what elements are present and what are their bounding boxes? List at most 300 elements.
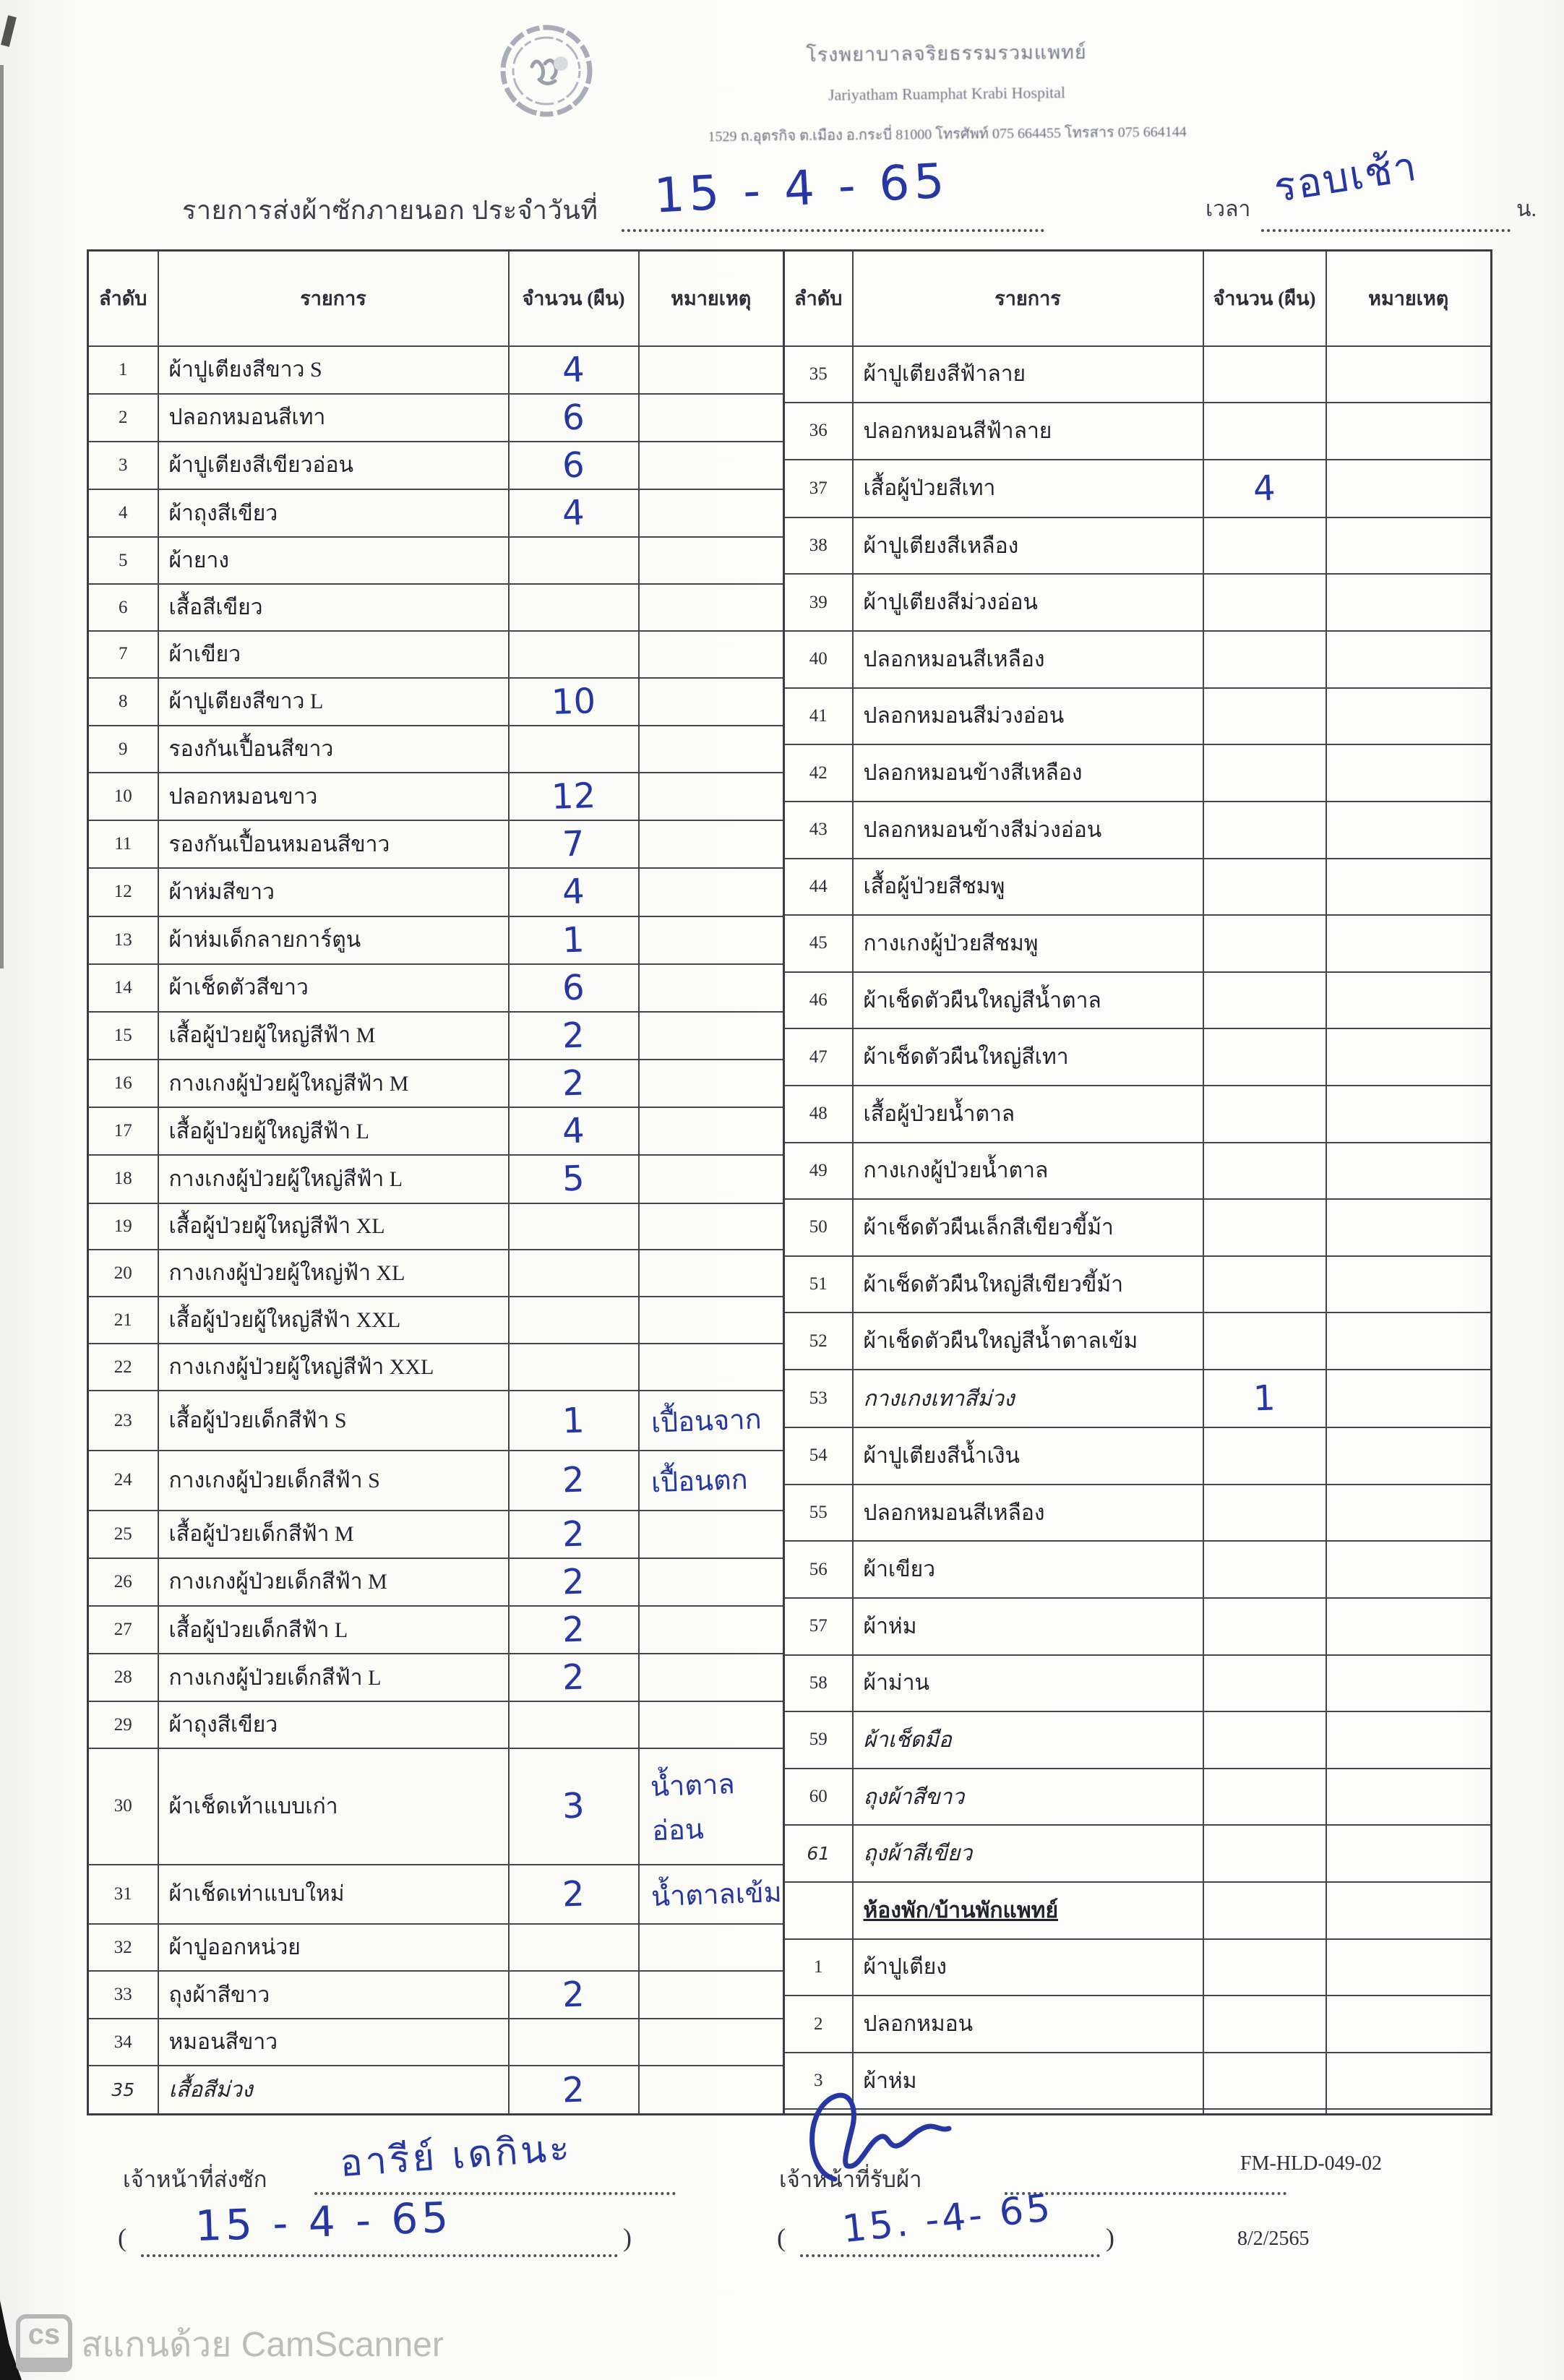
cell-remark <box>639 1250 784 1297</box>
cell-remark <box>639 1865 784 1925</box>
cell-remark <box>639 868 784 916</box>
cell-item-name: เสื้อสีเขียว <box>158 584 509 631</box>
cell-remark <box>1326 1028 1492 1086</box>
cell-remark <box>639 1297 784 1344</box>
handwritten-remark: น้ำตาลเข้ม <box>650 1876 782 1913</box>
column-header-0: ลำดับ <box>784 251 853 346</box>
cell-quantity <box>1203 574 1326 631</box>
cell-remark <box>639 820 784 868</box>
cell-quantity <box>509 1558 639 1606</box>
cell-item-name: เสื้อผู้ป่วยเด็กสีฟ้า S <box>158 1391 509 1451</box>
handwritten-remark: น้ำตาลอ่อน <box>649 1768 735 1847</box>
table-row <box>784 403 1492 460</box>
table-row <box>88 1606 784 1654</box>
cell-row-number: 50 <box>784 1199 853 1256</box>
cell-item-name: กางเกงเทาสีม่วง <box>853 1370 1203 1427</box>
handwritten-quantity: 2 <box>562 1561 585 1603</box>
cell-quantity <box>509 1297 639 1344</box>
table-row <box>88 678 784 726</box>
cell-remark <box>639 1107 784 1155</box>
cell-quantity <box>509 2019 639 2066</box>
table-row <box>784 744 1492 802</box>
cell-remark <box>639 678 784 726</box>
cell-remark <box>1326 2109 1492 2114</box>
cell-remark <box>1326 631 1492 688</box>
handwritten-quantity: 4 <box>1253 468 1276 510</box>
handwritten-quantity: 6 <box>562 967 585 1009</box>
cell-item-name: ผ้าปูเตียงสีม่วงอ่อน <box>853 574 1203 631</box>
cell-row-number: 8 <box>88 678 158 726</box>
table-row <box>784 802 1492 859</box>
cell-quantity <box>509 1654 639 1701</box>
cell-item-name: กางเกงผู้ป่วยผู้ใหญ่สีฟ้า XXL <box>158 1344 509 1391</box>
column-header-3: หมายเหตุ <box>639 251 784 346</box>
cell-item-name: ผ้าถุงสีเขียว <box>158 489 509 537</box>
cell-item-name: หมอนสีขาว <box>158 2019 509 2066</box>
cell-row-number: 25 <box>88 1511 158 1558</box>
cell-remark <box>1326 1769 1492 1826</box>
cell-row-number: 32 <box>88 1924 158 1971</box>
cell-remark <box>1326 1711 1492 1769</box>
table-row <box>784 1541 1492 1598</box>
cell-row-number: 30 <box>88 1748 158 1864</box>
cell-item-name: กางเกงผู้ป่วยสีชมพู <box>853 915 1203 972</box>
cell-item-name: ผ้าห่มเด็กลายการ์ตูน <box>158 916 509 964</box>
table-row <box>88 1865 784 1925</box>
scan-edge-artifact <box>0 65 4 968</box>
cell-row-number: 17 <box>88 1107 158 1155</box>
cell-item-name: ผ้าปูเตียงสีเขียวอ่อน <box>158 442 509 489</box>
cell-item-name: ถุงผ้าสีขาว <box>158 1971 509 2019</box>
cell-item-name: กางเกงผู้ป่วยเด็กสีฟ้า S <box>158 1451 509 1511</box>
handwritten-quantity: 10 <box>550 680 596 723</box>
table-row <box>784 1028 1492 1086</box>
cell-quantity <box>1203 1655 1326 1712</box>
table-row <box>784 1711 1492 1769</box>
cell-quantity <box>1203 2109 1326 2114</box>
cell-row-number: 2 <box>88 394 158 442</box>
table-row <box>88 1451 784 1511</box>
cell-item-name: กางเกงผู้ป่วยผู้ใหญ่สีฟ้า M <box>158 1060 509 1107</box>
cell-remark <box>1326 1427 1492 1485</box>
table-row <box>88 1060 784 1107</box>
handwritten-quantity: 2 <box>562 1015 585 1057</box>
handwritten-quantity: 2 <box>562 1873 585 1915</box>
table-row <box>88 489 784 537</box>
cell-item-name: ปลอกหมอนข้างสีเหลือง <box>853 744 1203 802</box>
cell-row-number: 49 <box>784 1143 853 1200</box>
cell-item-name: ผ้าปูเตียงสีขาว S <box>158 346 509 394</box>
cell-item-name: ผ้าห่ม <box>853 1598 1203 1655</box>
cell-item-name: ผ้าเช็ดเท้าแบบเก่า <box>158 1748 509 1864</box>
handwritten-quantity: 2 <box>562 1459 585 1501</box>
cell-remark <box>639 394 784 442</box>
cell-quantity <box>1203 1711 1326 1769</box>
cell-remark <box>1326 744 1492 802</box>
handwritten-sender-date: 15 - 4 - 65 <box>194 2192 453 2251</box>
table-row <box>784 1655 1492 1712</box>
table-row <box>88 1107 784 1155</box>
cell-remark <box>1326 2053 1492 2110</box>
table-row <box>784 859 1492 916</box>
table-row <box>784 1882 1492 1939</box>
cell-row-number: 20 <box>88 1250 158 1297</box>
cell-remark <box>639 346 784 394</box>
handwritten-remark: เปื้อนตก <box>650 1463 748 1499</box>
cell-row-number: 29 <box>88 1701 158 1748</box>
cell-remark <box>639 2019 784 2066</box>
cell-row-number: 55 <box>784 1485 853 1542</box>
form-revision-date: 8/2/2565 <box>1237 2228 1310 2250</box>
cell-item-name: ปลอกหมอนสีม่วงอ่อน <box>853 688 1203 745</box>
cell-row-number: 56 <box>784 1541 853 1598</box>
table-row <box>88 442 784 489</box>
handwritten-quantity: 1 <box>1253 1378 1276 1419</box>
table-row <box>88 726 784 773</box>
cell-remark <box>639 1060 784 1107</box>
cell-row-number: 16 <box>88 1060 158 1107</box>
table-row <box>784 972 1492 1029</box>
cell-item-name: เสื้อผู้ป่วยน้ำตาล <box>853 1086 1203 1143</box>
cell-quantity <box>1203 517 1326 575</box>
cell-quantity <box>509 1250 639 1297</box>
cell-quantity <box>1203 1143 1326 1200</box>
table-row <box>88 1012 784 1060</box>
table-row <box>88 1203 784 1250</box>
cell-quantity <box>509 1511 639 1558</box>
cell-remark <box>1326 1939 1492 1996</box>
cell-row-number: 31 <box>88 1865 158 1925</box>
cell-row-number: 19 <box>88 1203 158 1250</box>
handwritten-quantity: 4 <box>562 349 585 391</box>
table-row <box>88 1748 784 1864</box>
cell-item-name: ผ้าเช็ดตัวสีขาว <box>158 964 509 1012</box>
cell-remark <box>1326 1256 1492 1313</box>
cell-remark <box>639 1606 784 1654</box>
table-row <box>784 1199 1492 1256</box>
cell-quantity <box>509 1865 639 1925</box>
cell-remark <box>639 1558 784 1606</box>
cell-row-number: 37 <box>784 460 853 517</box>
cell-row-number: 36 <box>784 403 853 460</box>
cell-row-number: 46 <box>784 972 853 1029</box>
cell-remark <box>639 773 784 820</box>
cell-item-name: กางเกงผู้ป่วยเด็กสีฟ้า M <box>158 1558 509 1606</box>
column-header-0: ลำดับ <box>88 251 158 346</box>
cell-item-name: กางเกงผู้ป่วยน้ำตาล <box>853 1143 1203 1200</box>
handwritten-quantity: 6 <box>562 397 585 439</box>
open-paren: ( <box>118 2223 126 2252</box>
cell-quantity <box>1203 859 1326 916</box>
table-row <box>88 2066 784 2114</box>
cell-quantity <box>1203 1882 1326 1939</box>
cell-remark <box>1326 574 1492 631</box>
cell-quantity <box>509 394 639 442</box>
cell-row-number: 59 <box>784 1711 853 1769</box>
cell-item-name: รองกันเปื้อนหมอนสีขาว <box>158 820 509 868</box>
cell-row-number: 40 <box>784 631 853 688</box>
receiver-label: เจ้าหน้าที่รับผ้า <box>779 2167 922 2192</box>
cell-item-name: เสื้อผู้ป่วยผู้ใหญ่สีฟ้า M <box>158 1012 509 1060</box>
cell-row-number: 12 <box>88 868 158 916</box>
cell-row-number: 3 <box>784 2053 853 2110</box>
cell-quantity <box>509 489 639 537</box>
cell-row-number: 1 <box>784 1939 853 1996</box>
cell-quantity <box>509 1012 639 1060</box>
cell-quantity <box>509 726 639 773</box>
cell-quantity <box>509 964 639 1012</box>
cell-quantity <box>1203 802 1326 859</box>
cell-remark <box>639 1155 784 1203</box>
table-row <box>88 537 784 584</box>
cell-item-name: เสื้อผู้ป่วยสีชมพู <box>853 859 1203 916</box>
cell-item-name: กางเกงผู้ป่วยเด็กสีฟ้า L <box>158 1654 509 1701</box>
receiver-signature <box>791 2085 979 2186</box>
table-row <box>88 346 784 394</box>
cell-row-number: 47 <box>784 1028 853 1086</box>
handwritten-quantity: 7 <box>562 823 585 865</box>
cell-row-number <box>784 1882 853 1939</box>
table-row <box>88 1924 784 1971</box>
cell-remark <box>639 1451 784 1511</box>
handwritten-quantity: 2 <box>562 1513 585 1555</box>
table-row <box>88 1654 784 1701</box>
column-header-1: รายการ <box>853 251 1203 346</box>
table-row <box>784 1825 1492 1882</box>
column-header-1: รายการ <box>158 251 509 346</box>
cell-quantity <box>509 868 639 916</box>
time-dotted-line <box>1261 228 1511 232</box>
table-row <box>88 964 784 1012</box>
cell-item-name: ผ้าเขียว <box>158 631 509 678</box>
cell-quantity <box>509 678 639 726</box>
cell-quantity <box>1203 1598 1326 1655</box>
cell-quantity <box>1203 1028 1326 1086</box>
cell-remark <box>1326 1143 1492 1200</box>
cell-remark <box>1326 1541 1492 1598</box>
cell-quantity <box>509 773 639 820</box>
cell-remark <box>1326 346 1492 403</box>
table-row <box>88 1701 784 1748</box>
cell-row-number: 27 <box>88 1606 158 1654</box>
cell-remark <box>1326 1882 1492 1939</box>
table-row <box>88 1391 784 1451</box>
cell-item-name: ผ้าเช็ดตัวผืนใหญ่สีน้ำตาล <box>853 972 1203 1029</box>
cell-quantity <box>1203 688 1326 745</box>
cell-quantity <box>1203 460 1326 517</box>
hospital-address: 1529 ถ.อุตรกิจ ต.เมือง อ.กระบี่ 81000 โทรศัพท์ 075 664455 โทรสาร 075 664144 <box>708 124 1187 145</box>
cell-quantity <box>1203 403 1326 460</box>
cell-row-number: 60 <box>784 1769 853 1826</box>
scan-speck-artifact <box>1 15 17 47</box>
column-header-3: หมายเหตุ <box>1326 251 1492 346</box>
cell-row-number: 54 <box>784 1427 853 1485</box>
column-header-2: จำนวน (ผืน) <box>1203 251 1326 346</box>
cell-item-name: กางเกงผู้ป่วยผู้ใหญ่ฟ้า XL <box>158 1250 509 1297</box>
table-row <box>88 584 784 631</box>
cell-remark <box>639 2066 784 2114</box>
cell-row-number: 6 <box>88 584 158 631</box>
cell-remark <box>1326 1370 1492 1427</box>
table-row <box>784 1313 1492 1370</box>
handwritten-quantity: 1 <box>562 1399 585 1442</box>
table-row <box>784 1598 1492 1655</box>
cell-remark <box>639 631 784 678</box>
cell-row-number: 34 <box>88 2019 158 2066</box>
cell-quantity <box>1203 2053 1326 2110</box>
cell-item-name: รองกันเปื้อนสีขาว <box>158 726 509 773</box>
cell-quantity <box>509 1060 639 1107</box>
open-paren: ( <box>777 2223 786 2252</box>
cell-row-number: 3 <box>88 442 158 489</box>
cell-remark <box>639 964 784 1012</box>
cell-item-name: ปลอกหมอนสีเหลือง <box>853 1485 1203 1542</box>
cell-remark <box>639 1344 784 1391</box>
cell-row-number: 28 <box>88 1654 158 1701</box>
sender-label: เจ้าหน้าที่ส่งซัก <box>123 2167 267 2192</box>
cell-quantity <box>1203 1769 1326 1826</box>
table-row <box>88 1511 784 1558</box>
cell-quantity <box>1203 1427 1326 1485</box>
cell-remark <box>1326 1485 1492 1542</box>
table-row <box>88 916 784 964</box>
cell-row-number: 5 <box>88 537 158 584</box>
hospital-name-en: Jariyatham Ruamphat Krabi Hospital <box>828 83 1066 104</box>
table-row <box>88 820 784 868</box>
cell-quantity <box>1203 1825 1326 1882</box>
cell-remark <box>1326 1199 1492 1256</box>
cell-remark <box>1326 802 1492 859</box>
cell-item-name: ผ้าเช็ดตัวผืนใหญ่สีเทา <box>853 1028 1203 1086</box>
cell-quantity <box>509 1203 639 1250</box>
table-row <box>88 1250 784 1297</box>
table-row <box>784 1256 1492 1313</box>
sender-dotted-line <box>314 2191 676 2195</box>
cell-item-name: ผ้าถุงสีเขียว <box>158 1701 509 1748</box>
cell-row-number: 42 <box>784 744 853 802</box>
form-code: FM-HLD-049-02 <box>1240 2152 1382 2175</box>
cell-item-name: ปลอกหมอนข้างสีม่วงอ่อน <box>853 802 1203 859</box>
cell-quantity <box>509 1701 639 1748</box>
handwritten-round: รอบเช้า <box>1271 142 1421 212</box>
cell-quantity <box>1203 1313 1326 1370</box>
cell-quantity <box>1203 1995 1326 2053</box>
sender-date-dotted-line <box>141 2254 618 2257</box>
table-row <box>784 1939 1492 1996</box>
table-row <box>784 1995 1492 2053</box>
cell-row-number: 57 <box>784 1598 853 1655</box>
camscanner-badge-icon: cs <box>16 2314 72 2372</box>
cell-quantity <box>509 537 639 584</box>
laundry-table-right <box>783 249 1492 2115</box>
handwritten-quantity: 12 <box>550 776 596 818</box>
cell-quantity <box>1203 1086 1326 1143</box>
cell-item-name: ผ้าปูเตียง <box>853 1939 1203 1996</box>
cell-remark <box>639 726 784 773</box>
cell-quantity <box>1203 915 1326 972</box>
cell-item-name: ผ้าปูเตียงสีขาว L <box>158 678 509 726</box>
cell-remark <box>639 1511 784 1558</box>
cell-row-number: 15 <box>88 1012 158 1060</box>
receiver-date-dotted-line <box>800 2254 1100 2257</box>
cell-item-name: ผ้าเช็ดตัวผืนใหญ่สีน้ำตาลเข้ม <box>853 1313 1203 1370</box>
cell-item-name: ผ้าเช็ดตัวผืนใหญ่สีเขียวขี้ม้า <box>853 1256 1203 1313</box>
cell-quantity <box>509 1971 639 2019</box>
handwritten-quantity: 4 <box>562 871 585 913</box>
table-row <box>88 1155 784 1203</box>
cell-remark <box>1326 1086 1492 1143</box>
time-unit-label: น. <box>1516 197 1537 221</box>
cell-item-name: กางเกงผู้ป่วยผู้ใหญ่สีฟ้า L <box>158 1155 509 1203</box>
cell-row-number: 2 <box>784 1995 853 2053</box>
cell-row-number: 61 <box>784 1825 853 1882</box>
cell-remark <box>1326 972 1492 1029</box>
laundry-table-left <box>87 249 785 2115</box>
table-row <box>784 346 1492 403</box>
handwritten-remark: เปื้อนจาก <box>650 1403 762 1439</box>
table-row <box>88 631 784 678</box>
cell-remark <box>1326 403 1492 460</box>
cell-row-number: 1 <box>88 346 158 394</box>
table-row <box>88 1297 784 1344</box>
cell-remark <box>639 916 784 964</box>
cell-remark <box>1326 688 1492 745</box>
cell-quantity <box>509 346 639 394</box>
cell-row-number: 45 <box>784 915 853 972</box>
table-row <box>784 1143 1492 1200</box>
cell-quantity <box>1203 1485 1326 1542</box>
cell-quantity <box>509 1107 639 1155</box>
cell-remark <box>639 1391 784 1451</box>
handwritten-quantity: 2 <box>562 2069 585 2111</box>
cell-row-number: 39 <box>784 574 853 631</box>
cell-quantity <box>509 1606 639 1654</box>
hospital-name-th: โรงพยาบาลจริยธรรมรวมแพทย์ <box>806 40 1087 66</box>
cell-row-number: 23 <box>88 1391 158 1451</box>
cell-remark <box>639 1924 784 1971</box>
cell-quantity <box>1203 744 1326 802</box>
cell-item-name: ผ้าเช็ดมือ <box>853 1711 1203 1769</box>
cell-remark <box>639 442 784 489</box>
handwritten-quantity: 2 <box>562 1657 585 1698</box>
cell-row-number: 14 <box>88 964 158 1012</box>
cell-item-name: ปลอกหมอน <box>853 1995 1203 2053</box>
cell-row-number: 53 <box>784 1370 853 1427</box>
time-label: เวลา <box>1206 197 1251 221</box>
cell-row-number: 33 <box>88 1971 158 2019</box>
handwritten-date: 15 - 4 - 65 <box>653 152 950 224</box>
cell-remark <box>1326 460 1492 517</box>
cell-remark <box>639 1203 784 1250</box>
cell-quantity <box>509 1344 639 1391</box>
cell-remark <box>1326 1655 1492 1712</box>
cell-item-name: ถุงผ้าสีขาว <box>853 1769 1203 1826</box>
cell-row-number: 18 <box>88 1155 158 1203</box>
cell-item-name: ผ้าห่มสีขาว <box>158 868 509 916</box>
table-row <box>88 1558 784 1606</box>
cell-quantity <box>509 820 639 868</box>
cell-row-number: 48 <box>784 1086 853 1143</box>
cell-item-name: ผ้าห่ม <box>853 2053 1203 2110</box>
cell-row-number: 10 <box>88 773 158 820</box>
cell-quantity <box>509 2066 639 2114</box>
handwritten-sender-name: อารีย์ เดกินะ <box>338 2126 574 2186</box>
cell-quantity <box>509 442 639 489</box>
cell-remark <box>639 489 784 537</box>
cell-row-number: 44 <box>784 859 853 916</box>
handwritten-quantity: 2 <box>562 1062 585 1104</box>
table-row <box>784 1370 1492 1427</box>
